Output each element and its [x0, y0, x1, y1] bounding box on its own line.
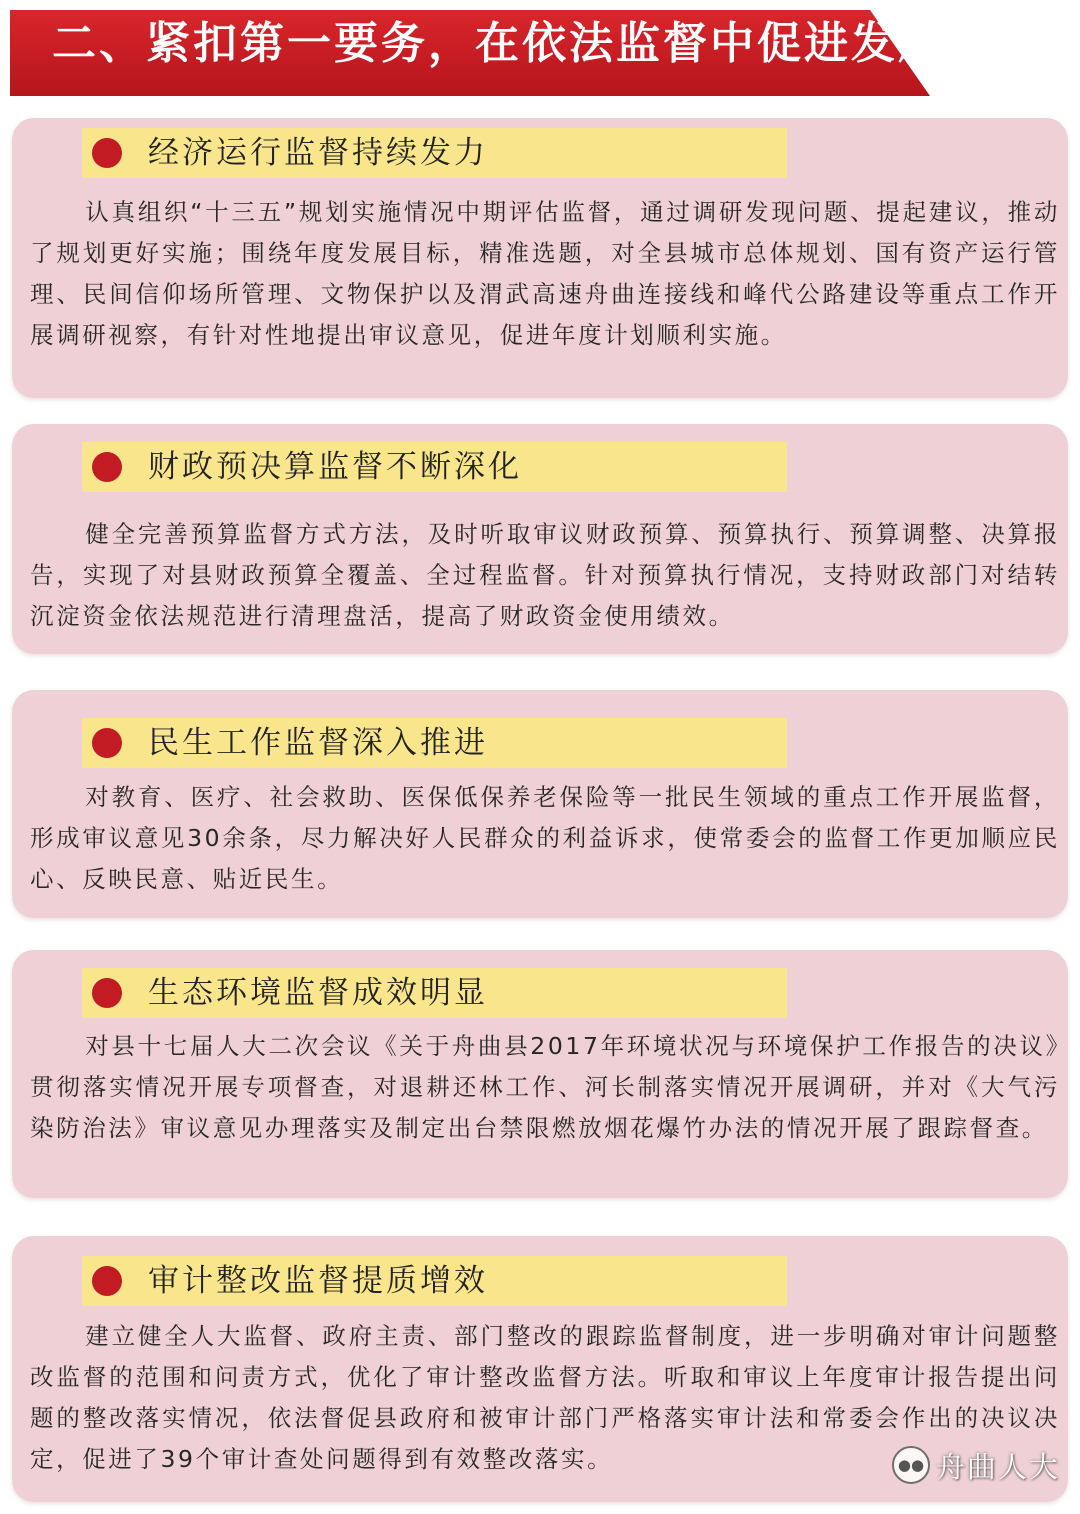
section-heading: 财政预决算监督不断深化 [148, 449, 522, 485]
section-card-livelihood [12, 690, 1068, 918]
section-heading-bar [82, 1256, 787, 1306]
section-body: 建立健全人大监督、政府主责、部门整改的跟踪监督制度，进一步明确对审计问题整改监督的范围和问责方式，优化了审计整改监督方法。听取和审议上年度审计报告提出问题的整改落实情况，依法督促县政府和被审计部门严格落实审计法和常委会作出的决议决定，促进了39个审计查处问题得到有效整改落实。 [30, 1322, 1060, 1473]
bullet-dot-icon [92, 1266, 122, 1296]
section-body: 健全完善预算监督方式方法，及时听取审议财政预算、预算执行、预算调整、决算报告，实现了对县财政预算全覆盖、全过程监督。针对预算执行情况，支持财政部门对结转沉淀资金依法规范进行清理盘活，提高了财政资金使用绩效。 [30, 520, 1060, 630]
bullet-dot-icon [92, 728, 122, 758]
wechat-icon: ●● [892, 1446, 930, 1484]
section-heading-bar [82, 128, 787, 178]
section-heading-bar [82, 442, 787, 492]
source-watermark [892, 1445, 1060, 1485]
section-card-finance [12, 424, 1068, 654]
section-body: 对县十七届人大二次会议《关于舟曲县2017年环境状况与环境保护工作报告的决议》贯彻落实情况开展专项督查，对退耕还林工作、河长制落实情况开展调研，并对《大气污染防治法》审议意见办理落实及制定出台禁限燃放烟花爆竹办法的情况开展了跟踪督查。 [30, 1032, 1060, 1142]
page-title: 二、紧扣第一要务，在依法监督中促进发展 [52, 18, 945, 69]
section-body: 认真组织“十三五”规划实施情况中期评估监督，通过调研发现问题、提起建议，推动了规划更好实施；围绕年度发展目标，精准选题，对全县城市总体规划、国有资产运行管理、民间信仰场所管理、文物保护以及渭武高速舟曲连接线和峰代公路建设等重点工作开展调研视察，有针对性地提出审议意见，促进年度计划顺利实施。 [30, 198, 1060, 349]
section-heading: 审计整改监督提质增效 [148, 1263, 488, 1299]
section-heading: 民生工作监督深入推进 [148, 725, 488, 761]
section-heading-bar [82, 718, 787, 768]
watermark-text: 舟曲人大 [936, 1449, 1061, 1484]
section-heading-bar [82, 968, 787, 1018]
bullet-dot-icon [92, 978, 122, 1008]
bullet-dot-icon [92, 452, 122, 482]
section-card-ecology [12, 950, 1068, 1198]
section-card-economy [12, 118, 1068, 398]
section-body: 对教育、医疗、社会救助、医保低保养老保险等一批民生领域的重点工作开展监督，形成审议意见30余条，尽力解决好人民群众的利益诉求，使常委会的监督工作更加顺应民心、反映民意、贴近民生。 [30, 783, 1060, 893]
bullet-dot-icon [92, 138, 122, 168]
section-heading: 经济运行监督持续发力 [148, 135, 488, 171]
section-heading: 生态环境监督成效明显 [148, 975, 488, 1011]
